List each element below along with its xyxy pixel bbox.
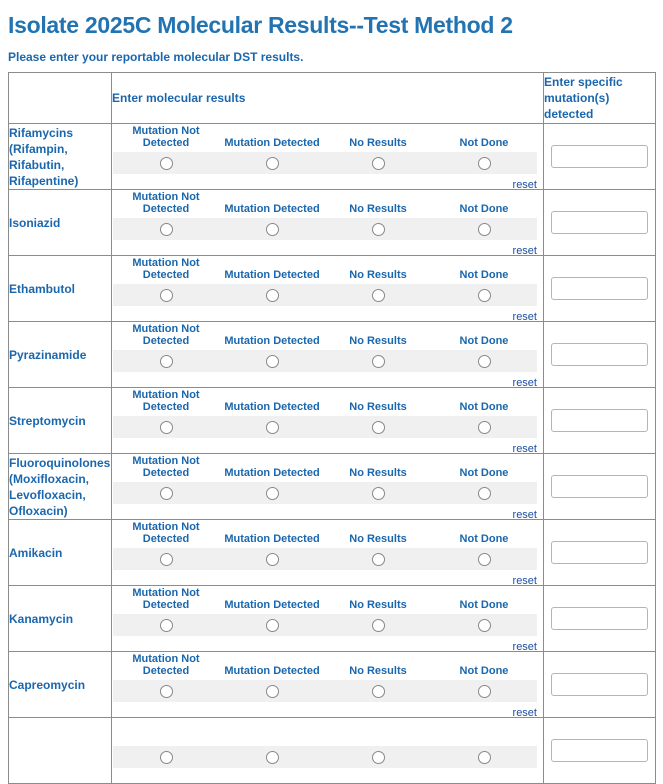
table-row: [9, 190, 656, 256]
option-label: Mutation Detected: [224, 401, 320, 413]
option-label: Mutation Not Detected: [132, 521, 200, 545]
option-label: No Results: [349, 137, 407, 149]
option-label: Mutation Detected: [224, 533, 320, 545]
radio-mutation-not-detected[interactable]: [160, 157, 173, 170]
option-label: No Results: [349, 467, 407, 479]
radio-no-results[interactable]: [372, 223, 385, 236]
reset-link[interactable]: reset: [512, 641, 537, 653]
option-label: Not Done: [459, 665, 509, 677]
reset-link[interactable]: reset: [512, 179, 537, 191]
drug-name: Amikacin: [9, 545, 63, 560]
radio-not-done[interactable]: [478, 421, 491, 434]
option-label: Mutation Not Detected: [132, 323, 200, 347]
option-label: Not Done: [459, 599, 509, 611]
mutation-input[interactable]: [551, 475, 648, 498]
radio-band: [113, 614, 537, 636]
option-label: Mutation Detected: [224, 137, 320, 149]
option-label: No Results: [349, 335, 407, 347]
option-labels: [113, 322, 537, 350]
radio-band: [113, 350, 537, 372]
option-label: Mutation Detected: [224, 203, 320, 215]
radio-mutation-detected[interactable]: [266, 751, 279, 764]
table-row: [9, 124, 656, 190]
option-label: Not Done: [459, 335, 509, 347]
drug-name: Streptomycin: [9, 413, 86, 428]
option-label: Not Done: [459, 533, 509, 545]
option-label: Mutation Not Detected: [132, 125, 200, 149]
radio-mutation-not-detected[interactable]: [160, 685, 173, 698]
table-row: [9, 322, 656, 388]
reset-link[interactable]: reset: [512, 443, 537, 455]
radio-no-results[interactable]: [372, 157, 385, 170]
option-label: Mutation Not Detected: [132, 191, 200, 215]
reset-link[interactable]: reset: [512, 377, 537, 389]
table-header-row: [9, 73, 656, 124]
mutation-input[interactable]: [551, 145, 648, 168]
radio-no-results[interactable]: [372, 487, 385, 500]
drug-name: Rifamycins (Rifampin, Rifabutin, Rifapentine): [9, 125, 79, 188]
drug-name: Capreomycin: [9, 677, 86, 692]
option-label: Mutation Not Detected: [132, 257, 200, 281]
radio-not-done[interactable]: [478, 487, 491, 500]
radio-not-done[interactable]: [478, 289, 491, 302]
radio-band: [113, 680, 537, 702]
option-label: No Results: [349, 401, 407, 413]
radio-band: [113, 284, 537, 306]
radio-mutation-not-detected[interactable]: [160, 751, 173, 764]
option-labels: [113, 256, 537, 284]
mutation-input[interactable]: [551, 673, 648, 696]
reset-link[interactable]: reset: [512, 509, 537, 521]
reset-link[interactable]: reset: [512, 707, 537, 719]
molecular-results-table: [8, 72, 656, 784]
table-row: [9, 652, 656, 718]
radio-mutation-detected[interactable]: [266, 487, 279, 500]
option-labels: [113, 652, 537, 680]
radio-band: [113, 548, 537, 570]
radio-not-done[interactable]: [478, 157, 491, 170]
option-label: Mutation Detected: [224, 269, 320, 281]
drug-name: Pyrazinamide: [9, 347, 87, 362]
radio-no-results[interactable]: [372, 421, 385, 434]
radio-no-results[interactable]: [372, 553, 385, 566]
option-label: No Results: [349, 203, 407, 215]
reset-link[interactable]: reset: [512, 311, 537, 323]
table-row: [9, 586, 656, 652]
option-label: No Results: [349, 269, 407, 281]
radio-no-results[interactable]: [372, 619, 385, 632]
radio-band: [113, 746, 537, 768]
option-labels: [113, 388, 537, 416]
option-label: Mutation Detected: [224, 335, 320, 347]
drug-name: Kanamycin: [9, 611, 74, 626]
mutation-input[interactable]: [551, 277, 648, 300]
radio-no-results[interactable]: [372, 751, 385, 764]
option-label: Not Done: [459, 269, 509, 281]
radio-mutation-not-detected[interactable]: [160, 553, 173, 566]
option-labels: [113, 718, 537, 746]
radio-mutation-not-detected[interactable]: [160, 421, 173, 434]
radio-mutation-detected[interactable]: [266, 421, 279, 434]
option-label: No Results: [349, 533, 407, 545]
radio-band: [113, 152, 537, 174]
drug-name: Ethambutol: [9, 281, 75, 296]
radio-not-done[interactable]: [478, 685, 491, 698]
radio-not-done[interactable]: [478, 619, 491, 632]
radio-mutation-detected[interactable]: [266, 685, 279, 698]
option-labels: [113, 586, 537, 614]
table-row: [9, 520, 656, 586]
radio-no-results[interactable]: [372, 289, 385, 302]
option-label: Mutation Detected: [224, 665, 320, 677]
radio-mutation-detected[interactable]: [266, 157, 279, 170]
radio-no-results[interactable]: [372, 685, 385, 698]
radio-mutation-not-detected[interactable]: [160, 355, 173, 368]
header-empty-cell: [9, 73, 112, 124]
drug-name: Isoniazid: [9, 215, 61, 230]
reset-link[interactable]: reset: [512, 245, 537, 257]
page-subtitle: Please enter your reportable molecular DST results.: [8, 50, 304, 64]
radio-mutation-not-detected[interactable]: [160, 223, 173, 236]
drug-name: Fluoroquinolones (Moxifloxacin, Levofloxacin, Ofloxacin): [9, 455, 111, 518]
option-label: No Results: [349, 665, 407, 677]
option-labels: [113, 520, 537, 548]
option-label: Not Done: [459, 401, 509, 413]
option-label: Not Done: [459, 137, 509, 149]
radio-not-done[interactable]: [478, 553, 491, 566]
option-label: Mutation Not Detected: [132, 587, 200, 611]
radio-mutation-detected[interactable]: [266, 223, 279, 236]
option-label: Mutation Not Detected: [132, 455, 200, 479]
radio-not-done[interactable]: [478, 355, 491, 368]
radio-no-results[interactable]: [372, 355, 385, 368]
table-row: [9, 388, 656, 454]
option-labels: [113, 124, 537, 152]
radio-mutation-detected[interactable]: [266, 355, 279, 368]
mutation-input[interactable]: [551, 409, 648, 432]
radio-not-done[interactable]: [478, 223, 491, 236]
option-label: No Results: [349, 599, 407, 611]
radio-mutation-not-detected[interactable]: [160, 487, 173, 500]
radio-band: [113, 416, 537, 438]
mutation-input[interactable]: [551, 607, 648, 630]
reset-link[interactable]: reset: [512, 575, 537, 587]
radio-mutation-not-detected[interactable]: [160, 619, 173, 632]
option-labels: [113, 190, 537, 218]
option-label: Not Done: [459, 203, 509, 215]
radio-mutation-detected[interactable]: [266, 553, 279, 566]
option-label: Mutation Not Detected: [132, 389, 200, 413]
table-row: [9, 256, 656, 322]
option-label: Mutation Detected: [224, 467, 320, 479]
table-row-partial: [9, 718, 656, 784]
option-label: Not Done: [459, 467, 509, 479]
header-specific-mutations: Enter specific mutation(s) detected: [544, 73, 656, 124]
page-title: Isolate 2025C Molecular Results--Test Method 2: [8, 12, 513, 38]
mutation-input[interactable]: [551, 739, 648, 762]
table-row: [9, 454, 656, 520]
radio-mutation-detected[interactable]: [266, 289, 279, 302]
radio-mutation-detected[interactable]: [266, 619, 279, 632]
option-labels: [113, 454, 537, 482]
mutation-input[interactable]: [551, 541, 648, 564]
mutation-input[interactable]: [551, 343, 648, 366]
radio-band: [113, 482, 537, 504]
radio-band: [113, 218, 537, 240]
mutation-input[interactable]: [551, 211, 648, 234]
radio-not-done[interactable]: [478, 751, 491, 764]
option-label: Mutation Detected: [224, 599, 320, 611]
radio-mutation-not-detected[interactable]: [160, 289, 173, 302]
header-molecular-results: Enter molecular results: [112, 73, 544, 124]
option-label: Mutation Not Detected: [132, 653, 200, 677]
